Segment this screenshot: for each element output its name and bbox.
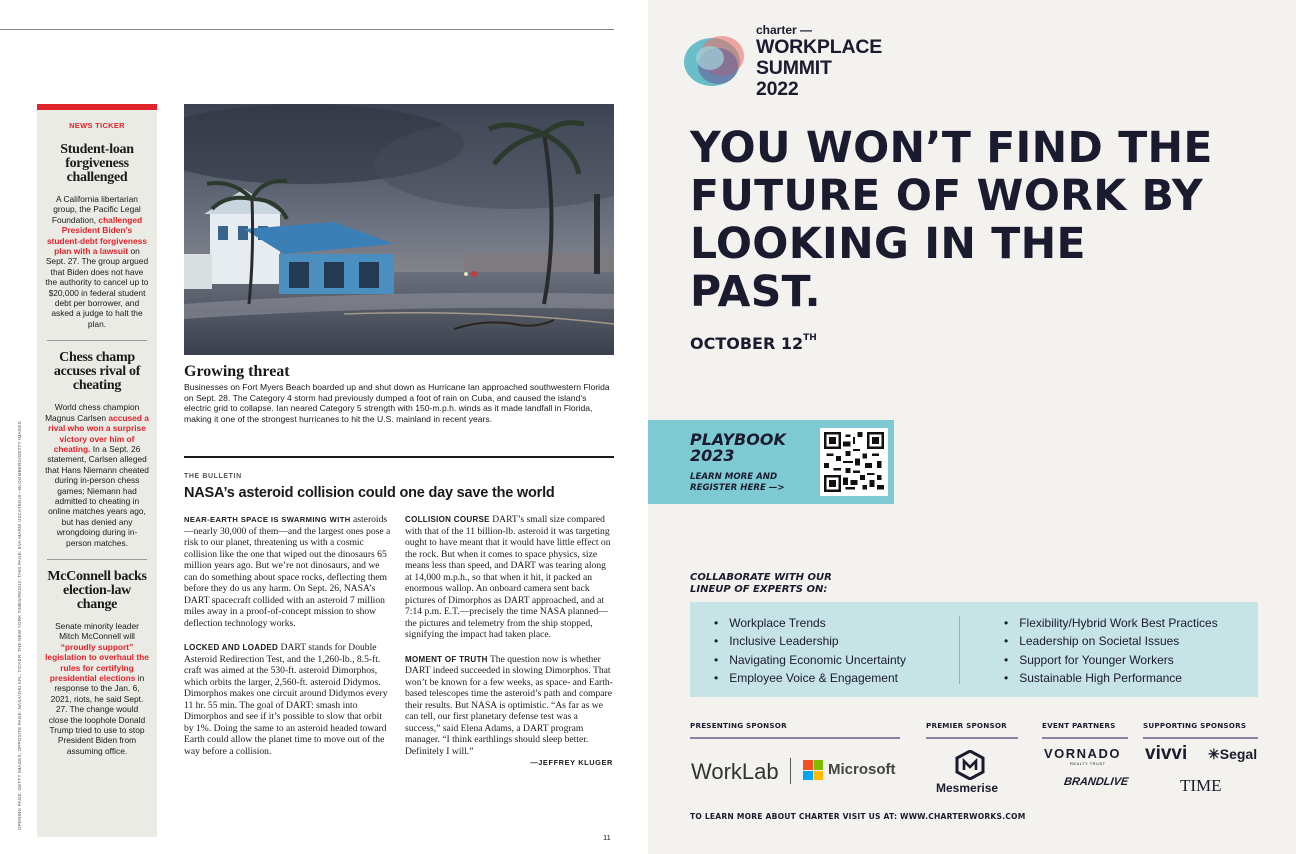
photo-caption-title: Growing threat [184,363,290,380]
article-paragraph: MOMENT OF TRUTH The question now is whether DART indeed succeeded in slowing Dimorphos. That won’t be known for a few weeks, as space- and Earth-based telescopes time the asteroid’s path and compare their results. But NASA is optimistic. “As far as we can tell, our first planetary defense test was a success,” said Elena Adams, a DART program manager. “I think earthlings should sleep better. Definitely I will.” [405,653,613,757]
ticker-headline: McConnell backs election-law change [47,568,147,612]
vornado-subtitle: REALTY TRUST [1070,761,1106,766]
topics-list-left [714,614,906,687]
ticker-headline: Student-loan forgiveness challenged [60,142,134,185]
qr-code-icon[interactable] [820,428,888,496]
ticker-body: World chess champion Magnus Carlsen accused a rival who won a surprise victory over him of cheating. In a Sept. 26 statement, Carlsen alleged that Hans Niemann cheated during in-person chess games; Niemann had admitted to cheating in online matches years ago, but has denied any wrongdoing during in-person matches. [45,402,149,548]
event-partners-label: EVENT PARTNERS [1042,721,1116,730]
microsoft-logo-text: Microsoft [828,761,896,778]
news-ticker [37,104,157,837]
event-date: OCTOBER 12TH [690,333,817,353]
ad-headline: YOU WON’T FIND THE FUTURE OF WORK BY LOOKING IN THE PAST. [690,124,1213,317]
article-paragraph: COLLISION COURSE DART’s small size compared with that of the 11 billion-lb. asteroid it was targeting ought to have meant that it would have little effect on the rock. But when it comes to space physics, size means less than speed, and DART was tearing along at 14,000 m.p.h., so that when it hit, it packed an enormous wallop. An onboard camera sent back pictures of Dimorphos as DART approached, and at 7:14 p.m. E.T.—precisely the time NASA planned—the pictures and telemetry from the ship stopped, signifying the impact had taken place. [405,514,611,640]
vornado-logo: VORNADO [1044,746,1121,761]
ticker-headline: Chess champ accuses rival of cheating [53,350,141,394]
worklab-logo: WorkLab [691,759,779,784]
sponsor-rule [1143,737,1258,739]
article-column-1 [184,514,392,757]
list-item: • Employee Voice & Engagement [714,669,906,687]
brandlive-logo: BRANDLIVE [1063,776,1130,788]
brand-name: charter — [756,23,813,37]
segal-logo: ✳Segal [1208,746,1258,762]
list-item: • Support for Younger Workers [1004,651,1218,669]
charter-summit-logo [682,30,748,90]
page-number: 11 [603,833,611,842]
section-kicker: THE BULLETIN [184,473,242,480]
photo-credits: OPENING PAGE: GETTY IMAGES; OPPOSITE PAGE: NASA/JHU APL; TICKER: THE NEW YORK TIMES/REDUX; THIS PAGE: EVA MARIE UZCATEGUI—BLOOMBERG/GETTY IMAGES [17,421,22,830]
list-item: • Leadership on Societal Issues [1004,632,1218,650]
topics-divider [959,616,960,684]
list-item: • Sustainable High Performance [1004,669,1218,687]
logo-divider [790,758,791,784]
topics-list-right [1004,614,1218,687]
ad-footer: TO LEARN MORE ABOUT CHARTER VISIT US AT: WWW.CHARTERWORKS.COM [690,812,1026,821]
microsoft-logo-icon [803,760,823,780]
event-title-line: 2022 [756,78,799,100]
playbook-banner[interactable] [648,420,894,504]
ticker-body: Senate minority leader Mitch McConnell will “proudly support” legislation to overhaul the rules for certifying presidential elections in response to the Jan. 6, 2021, riots, he said Sept. 27. The change would close the loophole Donald Trump tried to use to stop President Biden from assuming office. [45,620,149,756]
presenting-sponsor-label: PRESENTING SPONSOR [690,721,787,730]
collaborate-heading: COLLABORATE WITH OUR LINEUP OF EXPERTS ON: [690,572,832,595]
event-title-line: SUMMIT [756,57,832,79]
article-paragraph: LOCKED AND LOADED DART stands for Double Asteroid Redirection Test, and the 1,260-lb., 8.5-ft. craft was aimed at the 530-ft. asteroid Dimorphos, which orbits the larger, 2,560-ft. asteroid Didymos. Dimorphos makes one circuit around Didymos every 11 hr. 55 min. The goal of DART: smash into Dimorphos and see if it’s possible to slow that orbit by 1%. Doing the same to an asteroid headed toward Earth could allow the planet time to move out of the way before a collision. [184,642,388,757]
event-title-line: WORKPLACE [756,36,883,58]
premier-sponsor-label: PREMIER SPONSOR [926,721,1007,730]
byline: —JEFFREY KLUGER [530,758,613,767]
article-headline: NASA’s asteroid collision could one day save the world [184,485,555,501]
playbook-title: PLAYBOOK 2023 [690,430,786,465]
list-item: • Workplace Trends [714,614,906,632]
ticker-divider [47,340,147,341]
time-logo: TIME [1180,776,1222,795]
star-icon: ✳ [1208,746,1220,762]
mesmerise-logo-text: Mesmerise [936,781,999,795]
list-item: • Navigating Economic Uncertainty [714,651,906,669]
article-paragraph: NEAR-EARTH SPACE IS SWARMING WITH asteroids—nearly 30,000 of them—and the largest ones pose a risk to our planet, threatening us with a cosmic collision like the one that wiped out the dinosaurs 65 million years ago. But we’re not dinosaurs, and we can do something about space rocks, deflecting them before they do us any harm. On Sept. 26, NASA’s DART spacecraft collided with an asteroid 7 million miles away in a proof-of-concept mission to show deflection technology works. [184,514,391,629]
list-item: • Flexibility/Hybrid Work Best Practices [1004,614,1218,632]
section-rule [184,456,614,458]
article-column-2 [405,514,613,769]
sponsor-rule [1042,737,1128,739]
photo-caption-body: Businesses on Fort Myers Beach boarded up and shut down as Hurricane Ian approached southwestern Florida on Sept. 28. The Category 4 storm had previously dumped a foot of rain on Cuba, and caused the island’s electric grid to collapse. Ian neared Category 5 strength with 150-m.p.h. winds as it made landfall in Florida, making it one of the strongest hurricanes to hit the U.S. mainland in recent years. [184,382,610,424]
supporting-sponsors-label: SUPPORTING SPONSORS [1143,721,1247,730]
ticker-body: A California libertarian group, the Pacific Legal Foundation, challenged President Biden’s student-debt forgiveness plan with a lawsuit on Sept. 27. The group argued that Biden does not have the authority to cancel up to $20,000 in federal student debt per borrower, and asked a judge to halt the plan. [45,194,149,329]
hurricane-photo [184,104,614,355]
vivvi-logo: vivvi [1145,743,1188,764]
top-rule [0,29,614,30]
list-item: • Inclusive Leadership [714,632,906,650]
ticker-divider [47,559,147,560]
news-ticker-label: NEWS TICKER [69,121,125,130]
sponsor-rule [926,737,1018,739]
expert-topics-box [690,602,1258,697]
sponsor-rule [690,737,900,739]
mesmerise-logo-icon [955,750,985,780]
playbook-cta: LEARN MORE AND REGISTER HERE —> [690,472,785,493]
